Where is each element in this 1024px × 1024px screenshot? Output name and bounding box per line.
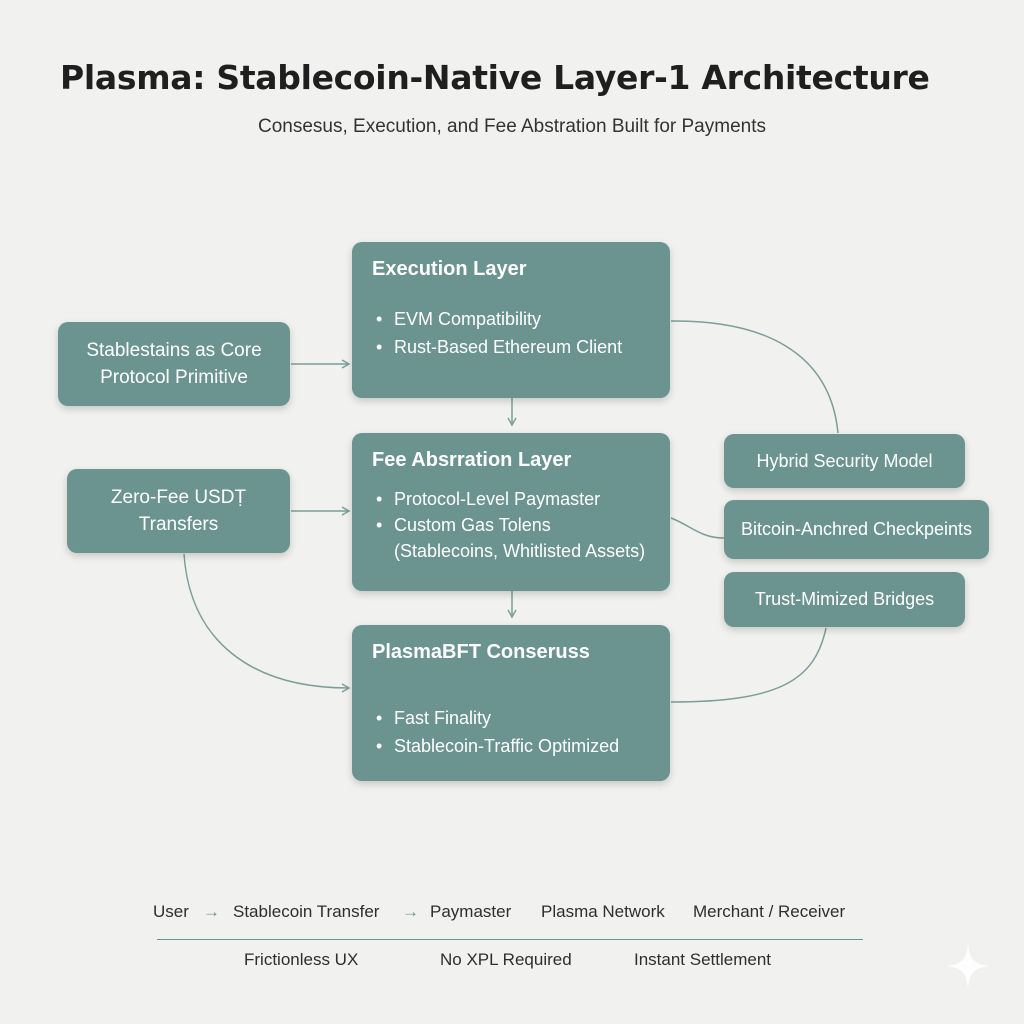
fee-bullet: • Protocol-Level Paymaster [372,486,650,512]
curve-execution-to-hybrid [671,321,838,433]
hybrid-security-label: Hybrid Security Model [756,450,933,471]
execution-layer-title: Execution Layer [372,258,527,280]
flow-arrow: → [203,902,220,921]
zero-fee-transfers-label: Zero-Fee USDṬ Transfers [110,487,247,535]
flow-paymaster: Paymaster [430,902,512,921]
sparkle-icon [944,942,992,990]
flow-plasma-network: Plasma Network [541,902,665,921]
benefit-label: Instant Settlement [634,950,772,969]
flow-arrow: → [402,902,419,921]
stablecoins-primitive-box [58,322,290,406]
zero-fee-transfers-box [67,469,290,553]
consensus-bullet: • Fast Finality [372,704,650,732]
payment-flow [0,902,1024,926]
flow-merchant-receiver: Merchant / Receiver [693,902,846,921]
curve-zerofee-to-consensus [184,554,349,688]
diagram-subtitle: Consesus, Execution, and Fee Abstration Built for Payments [258,116,766,137]
trust-minimized-bridges-box [724,572,965,627]
execution-layer-box [352,242,670,398]
trust-minimized-bridges-label: Trust-Mimized Bridges [754,589,935,609]
consensus-layer-title: PlasmaBFT Conseruss [372,641,590,663]
stablecoins-primitive-label: Stablestains as Core Protocol Primitive [86,340,262,388]
fee-bullet: • Custom Gas Tolens (Stablecoins, Whitlisted Assets) [372,512,650,564]
curve-fee-to-checkpoints [671,518,724,538]
fee-abstraction-layer-box [352,433,670,591]
fee-abstraction-layer-title: Fee Absrration Layer [372,449,572,471]
benefit-label: No XPL Required [440,950,572,969]
flow-divider [157,939,863,940]
bitcoin-checkpoints-box [724,500,989,559]
bitcoin-checkpoints-label: Bitcoin-Anchred Checkpeints [740,519,973,539]
consensus-bullet: • Stablecoin-Traffic Optimized [372,732,650,760]
execution-bullet: • EVM Compatibility [372,305,650,333]
flow-stablecoin-transfer: Stablecoin Transfer [233,902,380,921]
curve-bridges-to-consensus [671,628,826,702]
execution-bullet: • Rust-Based Ethereum Client [372,333,650,361]
hybrid-security-box [724,434,965,488]
consensus-layer-box [352,625,670,781]
flow-user: User [153,902,189,921]
benefit-label: Frictionless UX [244,950,359,969]
diagram-title: Plasma: Stablecoin-Native Layer-1 Architecture [60,58,930,97]
